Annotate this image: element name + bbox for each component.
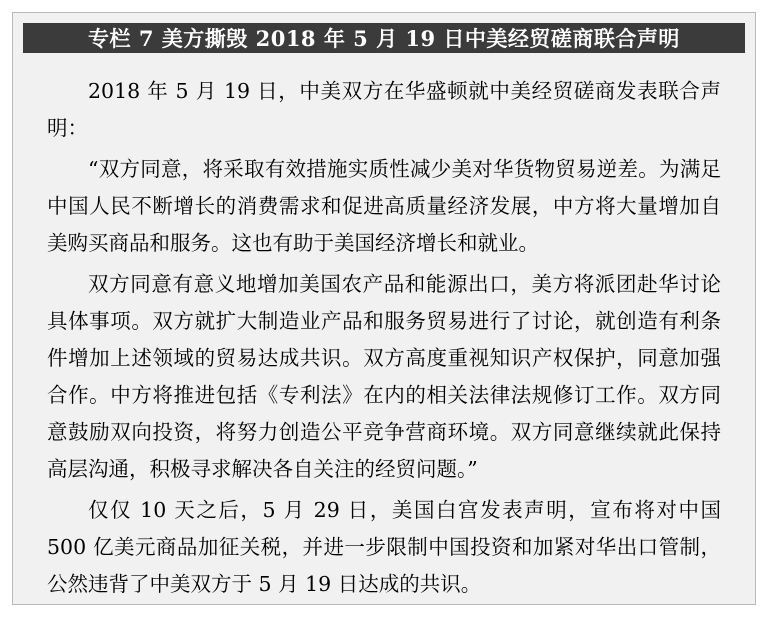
- callout-title-bar: [23, 23, 745, 53]
- paragraph-3: 双方同意有意义地增加美国农产品和能源出口，美方将派团赴华讨论具体事项。双方就扩大制造业产品和服务贸易进行了讨论，就创造有利条件增加上述领域的贸易达成共识。双方高度重视知识产权保护，同意加强合作。中方将推进包括《专利法》在内的相关法律法规修订工作。双方同意鼓励双向投资，将努力创造公平竞争营商环境。双方同意继续就此保持高层沟通，积极寻求解决各自关注的经贸问题。”: [47, 272, 721, 481]
- paragraph-2: “双方同意，将采取有效措施实质性减少美对华货物贸易逆差。为满足中国人民不断增长的消费需求和促进高质量经济发展，中方将大量增加自美购买商品和服务。这也有助于美国经济增长和就业。: [47, 157, 721, 255]
- paragraph-1: 2018 年 5 月 19 日，中美双方在华盛顿就中美经贸磋商发表联合声明：: [47, 79, 721, 140]
- callout-title: 专栏 7 美方撕毁 2018 年 5 月 19 日中美经贸磋商联合声明: [88, 26, 680, 51]
- paragraph-4: 仅仅 10 天之后，5 月 29 日，美国白宫发表声明，宣布将对中国 500 亿美元商品加征关税，并进一步限制中国投资和加紧对华出口管制，公然违背了中美双方于 5 月 19 日达成的共识。: [47, 498, 721, 596]
- callout-box: [12, 12, 756, 605]
- callout-body: [13, 53, 755, 617]
